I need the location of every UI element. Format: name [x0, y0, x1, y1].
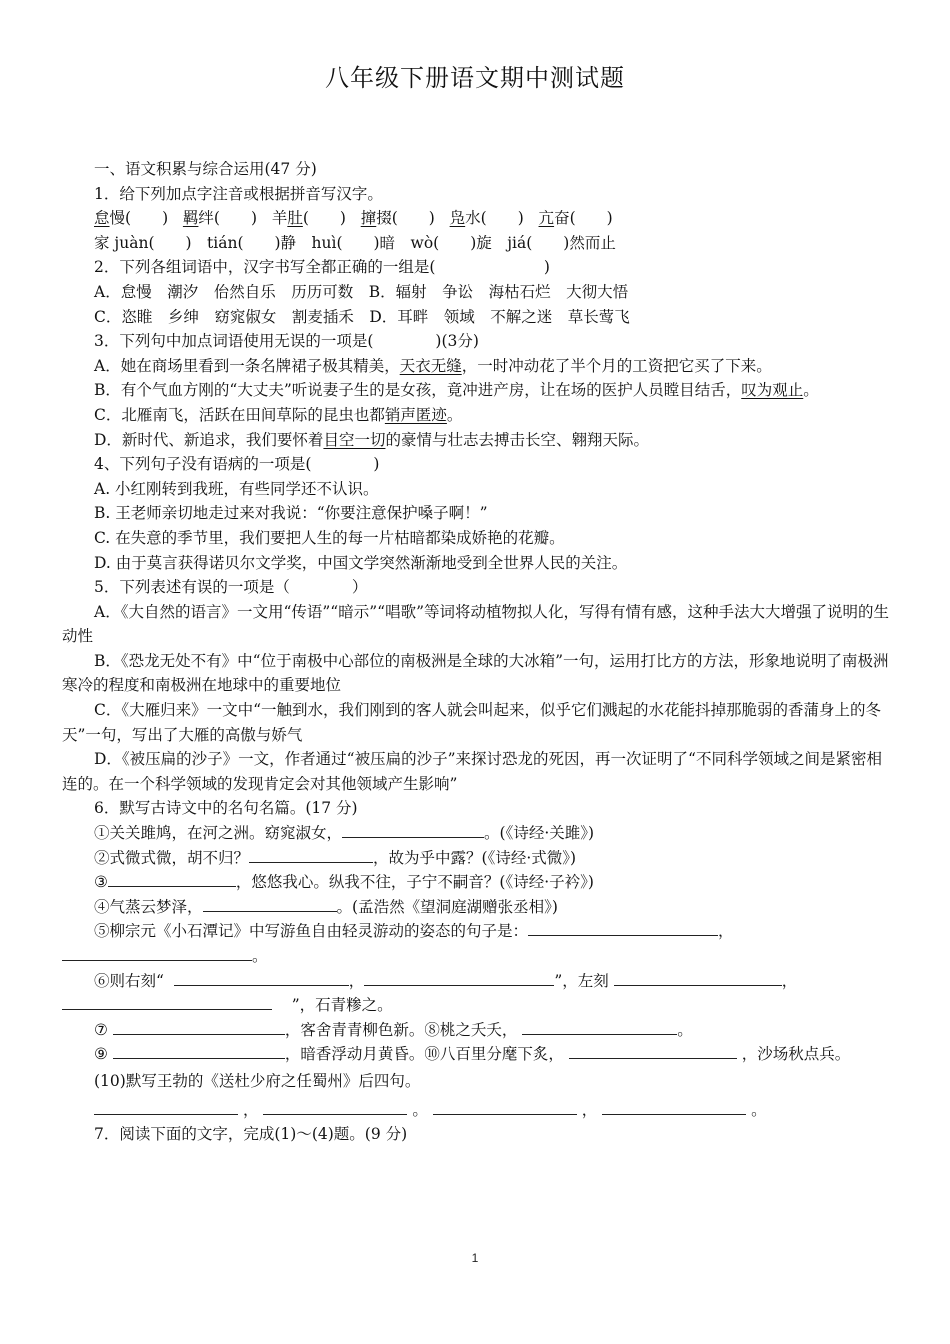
option-c-term: 销声匿迹 [384, 405, 447, 424]
question-4-stem: 4、下列句子没有语病的一项是( ) [94, 455, 380, 474]
question-1-stem: 1．给下列加点字注音或根据拼音写汉字。 [94, 184, 383, 203]
option-d-term: 目空一切 [323, 430, 386, 449]
section-heading: 一、语文积累与综合运用(47 分) [94, 160, 317, 178]
q1-item-4: 撺掇( ) [360, 209, 435, 228]
recitation-item-3: ③ ，悠悠我心。纵我不往，子宁不嗣音？(《诗经·子衿》) [62, 870, 894, 895]
question-6-stem: 6．默写古诗文中的名句名篇。(17 分) [94, 799, 358, 818]
answer-blank[interactable] [522, 1018, 677, 1035]
question-3-option-d: D．新时代、新追求，我们要怀着目空一切的豪情与壮志去搏击长空、翱翔天际。 [94, 430, 649, 449]
q1-item-3: 羊肚( ) [271, 209, 346, 228]
recitation-item-9-10: ⑨ ，暗香浮动月黄昏。⑩八百里分麾下炙， ，沙场秋点兵。 [62, 1042, 894, 1067]
answer-blank[interactable] [113, 1042, 285, 1059]
answer-blank[interactable] [94, 1098, 238, 1115]
answer-blank[interactable] [569, 1042, 737, 1059]
q1-item-1: 怠慢( ) [94, 209, 169, 228]
question-5-stem: 5．下列表述有误的一项是（ ） [94, 578, 368, 597]
q1-item-2: 羁绊( ) [182, 209, 258, 228]
answer-blank[interactable] [108, 870, 236, 887]
answer-blank[interactable] [203, 895, 337, 912]
answer-blank[interactable] [528, 919, 718, 936]
option-b-term: 叹为观止 [741, 381, 804, 400]
recitation-item-4: ④气蒸云梦泽， 。(孟浩然《望洞庭湖赠张丞相》) [62, 895, 894, 920]
answer-blank[interactable] [174, 969, 349, 986]
question-4-option-d: D. 由于莫言获得诺贝尔文学奖，中国文学突然渐渐地受到全世界人民的关注。 [94, 553, 628, 572]
option-a-term: 天衣无缝 [399, 356, 462, 375]
question-7-stem: 7．阅读下面的文字，完成(1)～(4)题。(9 分) [94, 1125, 408, 1144]
answer-blank[interactable] [364, 969, 554, 986]
answer-blank[interactable] [602, 1098, 746, 1115]
question-3-option-a: A．她在商场里看到一条名牌裙子极其精美，天衣无缝，一时冲动花了半个月的工资把它买了下来。 [94, 356, 772, 375]
question-5-option-c: C．《大雁归来》一文中“一触到水，我们刚到的客人就会叫起来，似乎它们溅起的水花能抖掉那脆弱的香蒲身上的冬天”一句，写出了大雁的高傲与娇气 [62, 701, 882, 744]
recitation-item-10-blanks: ， 。 ， 。 [62, 1098, 894, 1123]
page-title: 八年级下册语文期中测试题 [325, 64, 625, 92]
question-4-option-a: A. 小红刚转到我班，有些同学还不认识。 [94, 479, 379, 498]
question-2-options-ab: A．怠慢 潮汐 佁然自乐 历历可数 B．辐射 争讼 海枯石烂 大彻大悟 [94, 282, 629, 301]
question-1-row-2: 家 juàn( ) tián( )静 huì( )暗 wò( )旋 jiá( )然而止 [94, 233, 616, 252]
answer-blank[interactable] [249, 846, 373, 863]
question-3-option-b: B．有个气血方刚的“大丈夫”听说妻子生的是女孩，竟冲进产房，让在场的医护人员瞠目结舌，叹为观止。 [94, 381, 819, 400]
answer-blank[interactable] [342, 821, 484, 838]
page-number: 1 [471, 1251, 479, 1265]
question-5-option-a: A．《大自然的语言》一文用“传语”“暗示”“唱歌”等词将动植物拟人化，写得有情有感，这种手法大大增强了说明的生动性 [62, 602, 889, 646]
answer-blank[interactable] [113, 1018, 285, 1035]
question-4-option-c: C. 在失意的季节里，我们要把人生的每一片枯暗都染成娇艳的花瓣。 [94, 528, 565, 547]
question-2-options-cd: C．恣睢 乡绅 窈窕俶女 割麦插禾 D．耳畔 领域 不解之迷 草长莺飞 [94, 307, 630, 326]
answer-blank[interactable] [62, 993, 272, 1010]
answer-blank[interactable] [62, 944, 252, 961]
question-1-row-1 [62, 206, 894, 231]
question-3-option-c: C．北雁南飞，活跃在田间草际的昆虫也都销声匿迹。 [94, 405, 463, 424]
question-3-stem: 3．下列句中加点词语使用无误的一项是( )(3分) [94, 332, 479, 351]
q1-item-5: 凫水( ) [449, 209, 524, 228]
question-5-option-d: D．《被压扁的沙子》一文，作者通过“被压扁的沙子”来探讨恐龙的死因，再一次证明了“不同科学领域之间是紧密相连的。在一个科学领域的发现肯定会对其他领域产生影响” [62, 750, 882, 793]
answer-blank[interactable] [614, 969, 782, 986]
q1-item-6: 亢奋( ) [538, 209, 613, 228]
exam-content [62, 157, 894, 1147]
question-2-stem: 2．下列各组词语中，汉字书写全都正确的一组是( ) [94, 258, 550, 277]
question-4-option-b: B. 王老师亲切地走过来对我说：“你要注意保护嗓子啊！” [94, 504, 488, 523]
answer-blank[interactable] [263, 1098, 407, 1115]
recitation-item-10-stem: (10)默写王勃的《送杜少府之任蜀州》后四句。 [94, 1071, 421, 1090]
recitation-item-6: ⑥则右刻“ ， ”，左刻 ， ”，石青糁之。 [62, 969, 894, 1018]
answer-blank[interactable] [433, 1098, 577, 1115]
recitation-item-5: ⑤柳宗元《小石潭记》中写游鱼自由轻灵游动的姿态的句子是： ， 。 [62, 919, 894, 968]
question-5-option-b: B．《恐龙无处不有》中“位于南极中心部位的南极洲是全球的大冰箱”一句，运用打比方的方法，形象地说明了南极洲寒冷的程度和南极洲在地球中的重要地位 [62, 651, 889, 695]
recitation-item-2: ②式微式微，胡不归？ ，故为乎中露？(《诗经·式微》) [62, 846, 894, 871]
recitation-item-1: ①关关雎鸠，在河之洲。窈窕淑女， 。(《诗经·关雎》) [62, 821, 894, 846]
recitation-item-7-8: ⑦ ，客舍青青柳色新。⑧桃之夭夭， 。 [62, 1018, 894, 1043]
